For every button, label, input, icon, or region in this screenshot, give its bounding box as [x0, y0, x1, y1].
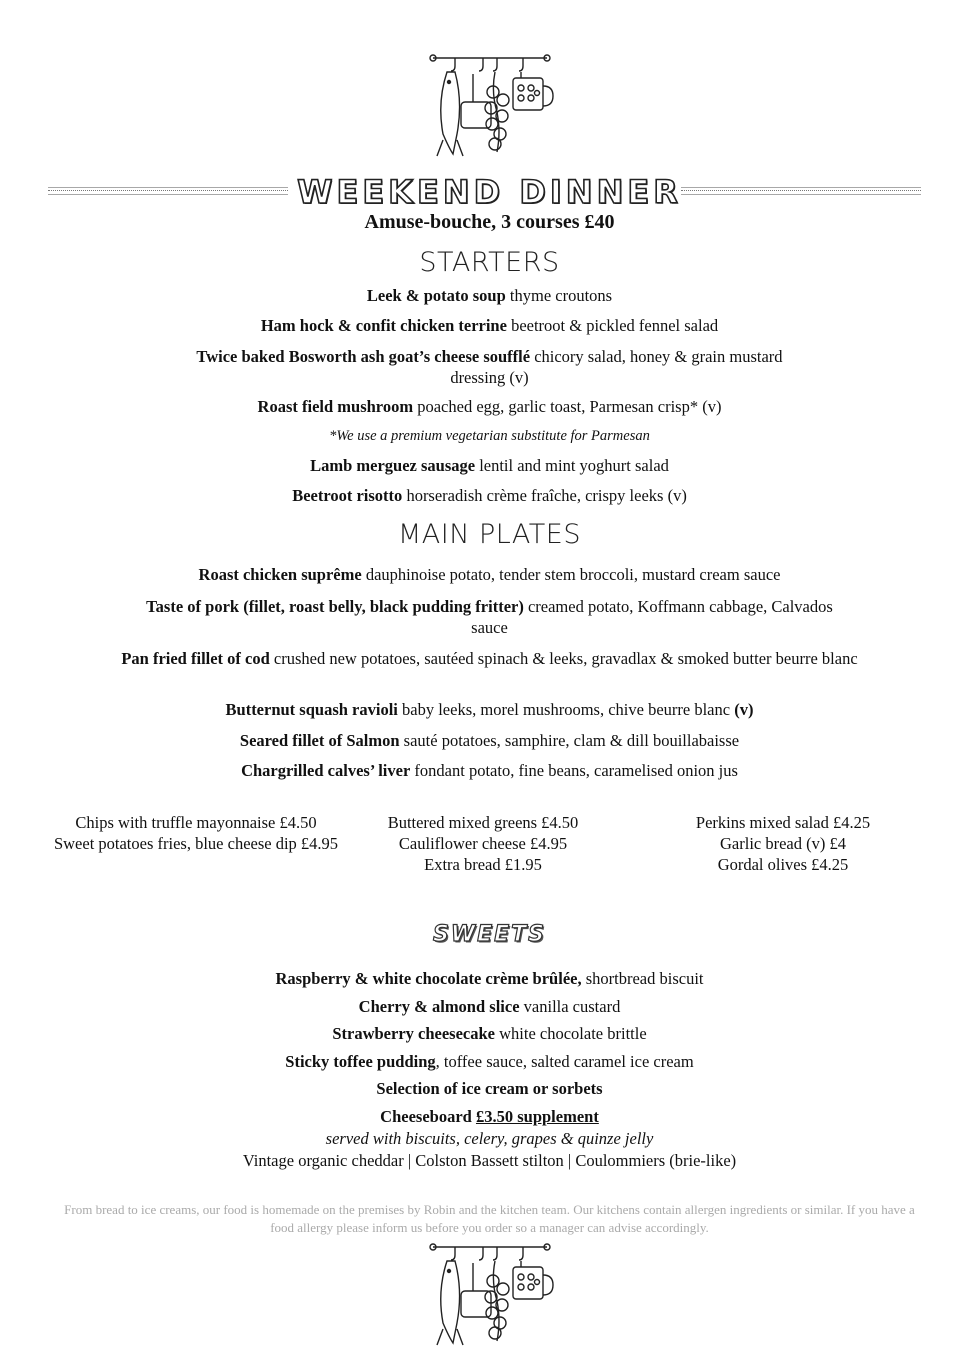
main-item — [100, 564, 879, 585]
note-text: *We use a premium vegetarian substitute for Parmesan — [329, 428, 650, 444]
dish-name: Pan fried fillet of cod — [121, 649, 270, 668]
dish-desc: creamed potato, Koffmann cabbage, Calvados sauce — [471, 597, 833, 637]
dish-name: Cheeseboard — [380, 1107, 476, 1126]
dish-desc: chicory salad, honey & grain mustard dressing (v) — [450, 347, 783, 387]
dish-desc: thyme croutons — [505, 286, 613, 305]
sweet-item — [100, 1078, 879, 1099]
hanging-utensils-illustration-bottom — [425, 1237, 555, 1355]
starter-item — [100, 396, 879, 417]
dish-name: Beetroot risotto — [292, 486, 403, 505]
cheeseboard-cheeses — [100, 1150, 879, 1171]
starters-heading: STARTERS — [419, 247, 560, 278]
main-item — [100, 730, 879, 751]
main-item — [100, 699, 879, 720]
dish-desc: sauté potatoes, samphire, clam & dill bouillabaisse — [399, 731, 740, 750]
dish-desc: horseradish crème fraîche, crispy leeks (v) — [402, 486, 687, 505]
dish-desc: fondant potato, fine beans, caramelised onion jus — [410, 761, 738, 780]
dish-desc: baby leeks, morel mushrooms, chive beurre blanc — [397, 700, 735, 719]
dish-name: Lamb merguez sausage — [310, 456, 476, 475]
allergen-note: From bread to ice creams, our food is homemade on the premises by Robin and the kitchen team. Our kitchens contain allergen ingredients or similar. If you have a food allergy please inform us before you order so a manager can advise accordingly. — [64, 1202, 915, 1235]
side-item: Sweet potatoes fries, blue cheese dip £4.95 — [53, 834, 339, 853]
vegetarian-mark: (v) — [734, 700, 754, 719]
side-item: Garlic bread (v) £4 — [720, 834, 846, 853]
sides-column-2 — [343, 812, 623, 875]
dish-desc: white chocolate brittle — [495, 1024, 647, 1043]
dish-desc: vanilla custard — [519, 997, 621, 1016]
main-item — [130, 596, 849, 638]
sweet-item — [100, 996, 879, 1017]
dish-name: Strawberry cheesecake — [332, 1024, 495, 1043]
hanging-utensils-illustration — [425, 48, 555, 166]
dish-name: Twice baked Bosworth ash goat’s cheese soufflé — [196, 347, 531, 366]
dish-name: Seared fillet of Salmon — [239, 731, 400, 750]
parmesan-note — [100, 426, 879, 447]
sides-column-1 — [50, 812, 342, 854]
side-item: Perkins mixed salad £4.25 — [695, 813, 871, 832]
main-item — [100, 760, 879, 781]
sides-section — [0, 812, 979, 876]
side-item: Cauliflower cheese £4.95 — [398, 834, 568, 853]
cheeseboard-served — [100, 1128, 879, 1149]
dish-name: Roast chicken suprême — [198, 565, 362, 584]
dish-name: Leek & potato soup — [366, 286, 506, 305]
served-with-text: served with biscuits, celery, grapes & quinze jelly — [325, 1129, 654, 1148]
dish-name: Chargrilled calves’ liver — [241, 761, 411, 780]
sweets-heading: SWEETS — [432, 922, 547, 947]
dish-desc: poached egg, garlic toast, Parmesan crisp* (v) — [413, 397, 722, 416]
sweet-item — [100, 1051, 879, 1072]
side-item: Gordal olives £4.25 — [717, 855, 849, 874]
starter-item — [180, 346, 799, 388]
main-item — [115, 648, 864, 669]
dish-desc: beetroot & pickled fennel salad — [506, 316, 719, 335]
dish-desc: crushed new potatoes, sautéed spinach & leeks, gravadlax & smoked butter beurre blanc — [269, 649, 858, 668]
dish-name: Sticky toffee pudding — [285, 1052, 436, 1071]
starter-item — [100, 485, 879, 506]
mains-heading: MAIN PLATES — [397, 519, 582, 550]
dish-desc: dauphinoise potato, tender stem broccoli, mustard cream sauce — [361, 565, 781, 584]
sweet-item — [100, 968, 879, 989]
sweet-item — [100, 1023, 879, 1044]
cheeseboard-item — [100, 1106, 879, 1127]
title-row — [0, 173, 979, 211]
starter-item — [100, 455, 879, 476]
menu-title: WEEKEND DINNER — [297, 173, 682, 211]
side-item: Chips with truffle mayonnaise £4.50 — [75, 813, 317, 832]
cheeseboard-supplement: £3.50 supplement — [475, 1107, 599, 1126]
dish-name: Roast field mushroom — [257, 397, 414, 416]
menu-subtitle: Amuse-bouche, 3 courses £40 — [364, 211, 615, 233]
starter-item — [100, 285, 879, 306]
sides-column-3 — [638, 812, 928, 875]
dish-name: Selection of ice cream or sorbets — [376, 1079, 603, 1098]
side-item: Buttered mixed greens £4.50 — [387, 813, 579, 832]
dish-name: Butternut squash ravioli — [225, 700, 398, 719]
dish-name: Taste of pork (fillet, roast belly, black pudding fritter) — [146, 597, 524, 616]
dish-name: Raspberry & white chocolate crème brûlée, — [275, 969, 582, 988]
dish-name: Ham hock & confit chicken terrine — [260, 316, 507, 335]
dish-name: Cherry & almond slice — [358, 997, 520, 1016]
ornament-line-right — [681, 190, 921, 191]
starter-item — [100, 315, 879, 336]
dish-desc: lentil and mint yoghurt salad — [475, 456, 669, 475]
dish-desc: shortbread biscuit — [581, 969, 704, 988]
cheese-list: Vintage organic cheddar | Colston Bassett stilton | Coulommiers (brie-like) — [242, 1151, 737, 1170]
side-item: Extra bread £1.95 — [424, 855, 542, 874]
dish-desc: , toffee sauce, salted caramel ice cream — [435, 1052, 694, 1071]
